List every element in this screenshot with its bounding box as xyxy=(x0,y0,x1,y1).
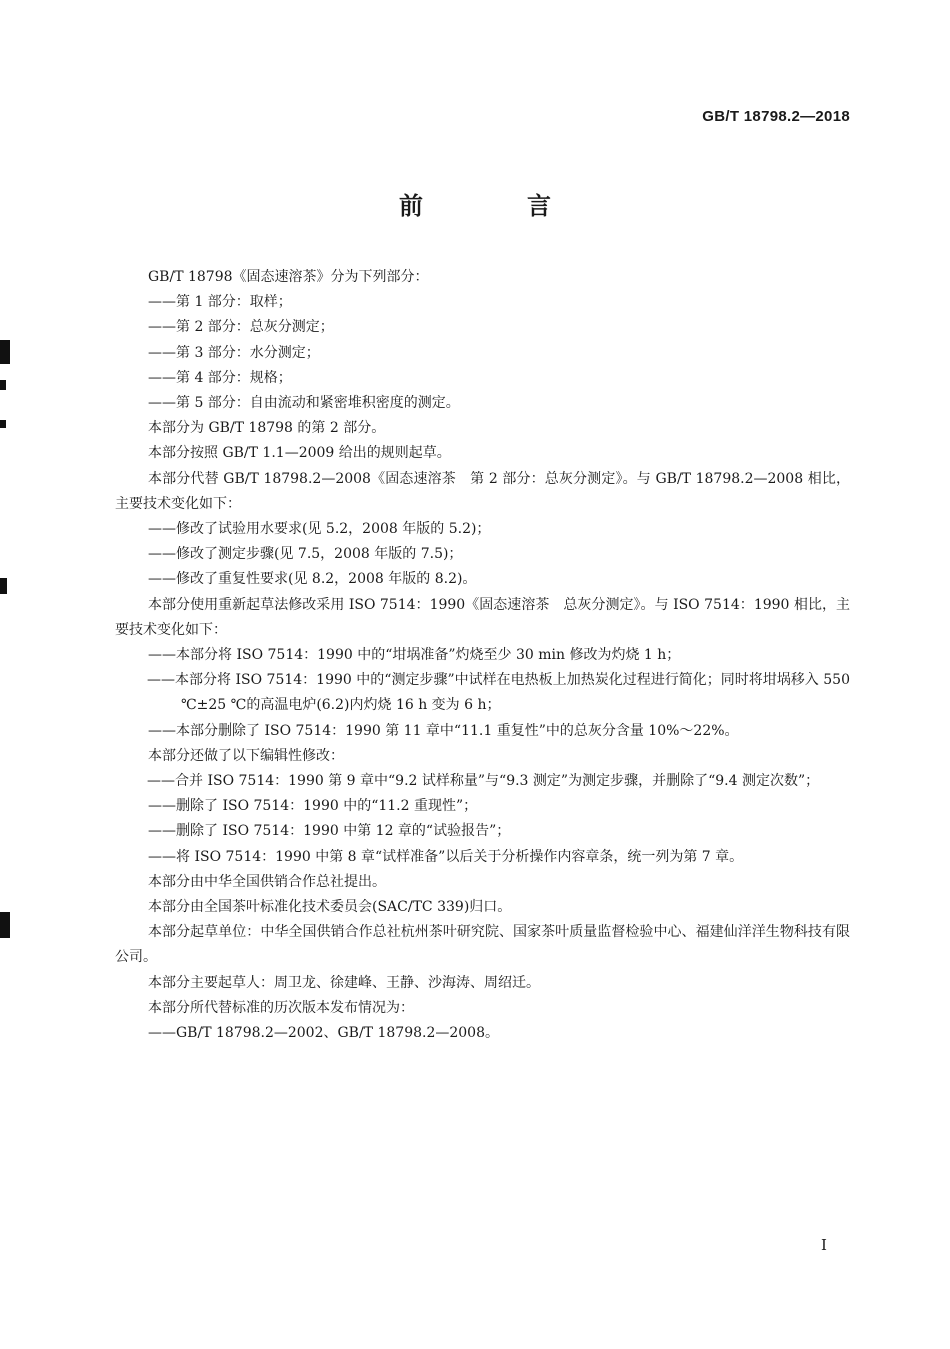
scan-edge-mark xyxy=(0,912,10,938)
list-item: ——修改了重复性要求(见 8.2，2008 年版的 8.2)。 xyxy=(148,571,477,588)
list-item: ——合并 ISO 7514：1990 第 9 章中“9.2 试样称量”与“9.3 测定”为测定步骤，并删除了“9.4 测定次数”； xyxy=(147,773,820,790)
scan-edge-mark xyxy=(0,340,10,364)
list-item: ——本部分将 ISO 7514：1990 中的“测定步骤”中试样在电热板上加热炭化过程进行简化；同时将坩埚移入 550 ℃±25 ℃的高温电炉(6.2)内灼烧 16 h 变为 6 h； xyxy=(147,672,850,714)
paragraph: GB/T 18798《固态速溶茶》分为下列部分： xyxy=(148,269,429,285)
paragraph: 本部分主要起草人：周卫龙、徐建峰、王静、沙海涛、周绍迁。 xyxy=(148,974,540,991)
paragraph: 本部分起草单位：中华全国供销合作总社杭州茶叶研究院、国家茶叶质量监督检验中心、福建仙洋洋生物科技有限公司。 xyxy=(115,924,850,966)
paragraph: 本部分为 GB/T 18798 的第 2 部分。 xyxy=(148,420,386,437)
list-item: ——修改了测定步骤(见 7.5，2008 年版的 7.5)； xyxy=(148,546,463,563)
page-number: I xyxy=(821,1236,827,1254)
scan-edge-mark xyxy=(0,380,6,390)
paragraph: 本部分按照 GB/T 1.1—2009 给出的规则起草。 xyxy=(148,445,451,462)
list-item: ——第 4 部分：规格； xyxy=(148,369,292,386)
list-item: ——删除了 ISO 7514：1990 中第 12 章的“试验报告”； xyxy=(148,823,511,840)
scan-edge-mark xyxy=(0,578,7,594)
paragraph: 本部分由中华全国供销合作总社提出。 xyxy=(148,873,386,890)
list-item: ——删除了 ISO 7514：1990 中的“11.2 重现性”； xyxy=(148,798,478,815)
list-item: ——第 3 部分：水分测定； xyxy=(148,344,320,361)
list-item: ——将 ISO 7514：1990 中第 8 章“试样准备”以后关于分析操作内容章条，统一列为第 7 章。 xyxy=(148,848,744,865)
paragraph: 本部分代替 GB/T 18798.2—2008《固态速溶茶 第 2 部分：总灰分测定》。与 GB/T 18798.2—2008 相比，主要技术变化如下： xyxy=(115,470,850,512)
list-item: ——第 1 部分：取样； xyxy=(148,294,292,311)
scan-edge-mark xyxy=(0,420,6,428)
foreword-body xyxy=(115,265,850,1046)
paragraph: 本部分由全国茶叶标准化技术委员会(SAC/TC 339)归口。 xyxy=(148,899,512,916)
list-item: ——第 5 部分：自由流动和紧密堆积密度的测定。 xyxy=(148,395,460,412)
paragraph: 本部分还做了以下编辑性修改： xyxy=(148,747,344,764)
list-item: ——本部分将 ISO 7514：1990 中的“坩埚准备”灼烧至少 30 min 修改为灼烧 1 h； xyxy=(148,647,681,664)
list-item: ——第 2 部分：总灰分测定； xyxy=(148,319,334,336)
standard-code-header: GB/T 18798.2—2018 xyxy=(702,108,850,125)
paragraph: 本部分使用重新起草法修改采用 ISO 7514：1990《固态速溶茶 总灰分测定》。与 ISO 7514：1990 相比，主要技术变化如下： xyxy=(115,596,850,638)
page-title: 前 言 xyxy=(399,192,591,220)
paragraph: 本部分所代替标准的历次版本发布情况为： xyxy=(148,999,414,1016)
list-item: ——本部分删除了 ISO 7514：1990 第 11 章中“11.1 重复性”中的总灰分含量 10%～22%。 xyxy=(148,722,739,739)
list-item: ——修改了试验用水要求(见 5.2，2008 年版的 5.2)； xyxy=(148,521,491,538)
list-item: ——GB/T 18798.2—2002、GB/T 18798.2—2008。 xyxy=(148,1025,499,1042)
